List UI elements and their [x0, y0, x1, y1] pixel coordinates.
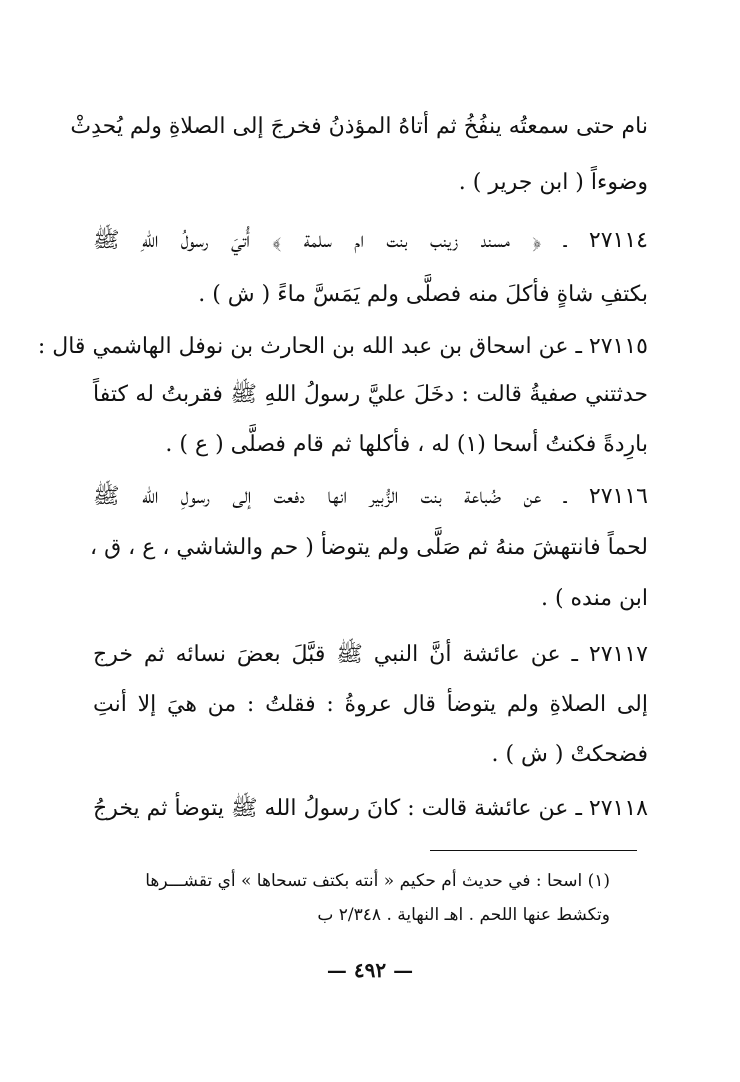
hadith-27118-heading: ٢٧١١٨ ـ عن عائشة قالت : كانَ رسولُ الله ﷺ يتوضأ ثم يخرجُ: [93, 796, 648, 821]
page-number: — ٤٩٢ —: [326, 958, 414, 982]
text-line: إلى الصلاةِ ولم يتوضأ قال عروةُ : فقلتُ : من هيَ إلا أنتِ: [93, 692, 648, 717]
text-line: حدثتني صفيةُ قالت : دخَلَ عليَّ رسولُ اللهِ ﷺ فقربتُ له كتفاً: [93, 382, 648, 407]
hadith-27116-heading: ٢٧١١٦ ـ عن ضُباعة بنت الزُّبير انها دفعت إلى رسولِ الله ﷺ: [93, 484, 648, 509]
text-line: فضحكتْ ( ش ) .: [491, 742, 648, 767]
footnote-line: (١) اسحا : في حديث أم حكيم « أنته بكتف تسحاها » أي تقشـــرها: [145, 871, 610, 891]
text-line: بارِدةً فكنتُ أسحا (١) له ، فأكلها ثم قام فصلَّى ( ع ) .: [165, 432, 648, 457]
text-line: ابن منده ) .: [540, 586, 648, 611]
footnote-divider: [430, 850, 637, 851]
footnote-line: وتكشط عنها اللحم . اهـ النهاية . ٢/٣٤٨ ب: [317, 905, 610, 925]
text-line: لحماً فانتهشَ منهُ ثم صَلَّى ولم يتوضأ ( حم والشاشي ، ع ، ق ،: [89, 535, 648, 560]
hadith-27115-heading: ٢٧١١٥ ـ عن اسحاق بن عبد الله بن الحارث بن نوفل الهاشمي قال :: [37, 334, 648, 359]
text-line: وضوءاً ( ابن جرير ) .: [458, 170, 648, 195]
text-line: نام حتى سمعتُه ينفُخُ ثم أتاهُ المؤذنُ فخرجَ إلى الصلاةِ ولم يُحدِثْ: [70, 114, 648, 139]
hadith-27114-heading: ٢٧١١٤ ـ ﴿ مسند زينب بنت ام سلمة ﴾ أُتيَ رسولُ اللهِ ﷺ: [93, 228, 648, 253]
hadith-27117-heading: ٢٧١١٧ ـ عن عائشة أنَّ النبي ﷺ قبَّلَ بعضَ نسائه ثم خرج: [93, 642, 648, 667]
text-line: بكتفِ شاةٍ فأكلَ منه فصلَّى ولم يَمَسَّ ماءً ( ش ) .: [198, 282, 648, 307]
